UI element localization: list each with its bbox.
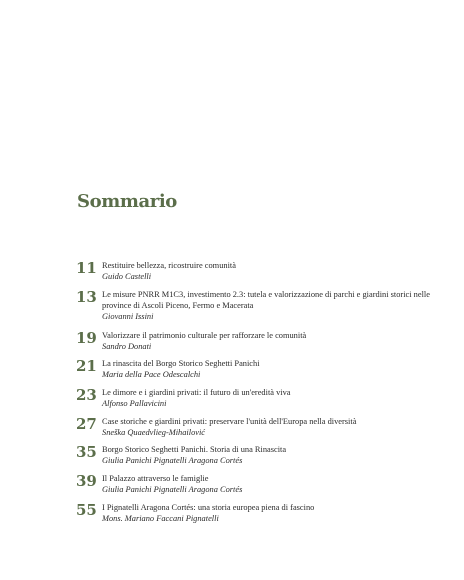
entry-title: Borgo Storico Seghetti Panichi. Storia di una Rinascita xyxy=(102,445,287,454)
entry-title: Valorizzare il patrimonio culturale per rafforzare le comunità xyxy=(102,331,307,340)
entry-author: Giulia Panichi Pignatelli Aragona Cortés xyxy=(102,456,243,465)
entry-author: Giovanni Issini xyxy=(102,312,154,321)
entry-title: Le misure PNRR M1C3, investimento 2.3: tutela e valorizzazione di parchi e giardini storici nelle province di Ascoli Piceno, Fermo e Macerata xyxy=(102,290,430,310)
page-number: 35 xyxy=(76,443,97,461)
entry-author: Mons. Mariano Faccani Pignatelli xyxy=(102,514,219,523)
page-number: 27 xyxy=(76,415,97,433)
entry-author: Giulia Panichi Pignatelli Aragona Cortés xyxy=(102,485,243,494)
entry-author: Maria della Pace Odescalchi xyxy=(102,370,201,379)
page-number: 19 xyxy=(76,329,97,347)
entry-title: Le dimore e i giardini privati: il futuro di un'eredità viva xyxy=(102,388,291,397)
entry-title: I Pignatelli Aragona Cortés: una storia europea piena di fascino xyxy=(102,503,315,512)
entry-author: Sandro Donati xyxy=(102,342,152,351)
entry-title: La rinascita del Borgo Storico Seghetti Panichi xyxy=(102,359,260,368)
entry-title: Restituire bellezza, ricostruire comunità xyxy=(102,261,236,270)
page-number: 11 xyxy=(76,259,97,277)
page-number: 21 xyxy=(76,357,97,375)
page-number: 39 xyxy=(76,472,97,490)
entry-author: Sneška Quaedvlieg-Mihailović xyxy=(102,428,206,437)
entry-title: Case storiche e giardini privati: preservare l'unità dell'Europa nella diversità xyxy=(102,417,357,426)
page-number: 13 xyxy=(76,288,97,306)
entry-title: Il Palazzo attraverso le famiglie xyxy=(102,474,209,483)
entry-author: Alfonso Pallavicini xyxy=(102,399,167,408)
page-number: 55 xyxy=(76,501,97,519)
entry-author: Guido Castelli xyxy=(102,272,152,281)
page-number: 23 xyxy=(76,386,97,404)
page-title: Sommario xyxy=(77,191,177,212)
